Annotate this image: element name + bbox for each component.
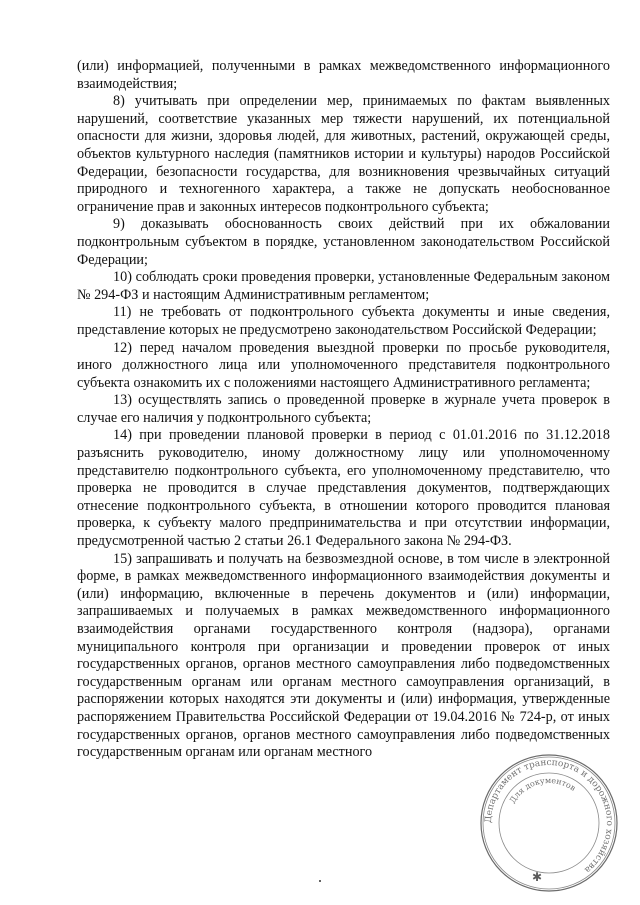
paragraph-item-9: 9) доказывать обоснованность своих действий при их обжаловании подконтрольным субъектом в порядке, установленном законодательством Российской Федерации; bbox=[77, 216, 610, 268]
paragraph-item-14: 14) при проведении плановой проверки в период с 01.01.2016 по 31.12.2018 разъяснить руководителю, иному должностному лицу или уполномоченному представителю подконтрольного субъекта, его уполномоченному представителю, что проверка не проводится в случае представления документов, подтверждающих отнесение подконтрольного субъекта, в отношении которого проводится плановая проверка, к субъекту малого предпринимательства и при отсутствии информации, предусмотренной частью 2 статьи 26.1 Федерального закона № 294-ФЗ. bbox=[77, 427, 610, 550]
paragraph-item-11: 11) не требовать от подконтрольного субъекта документы и иные сведения, представление которых не предусмотрено законодательством Российской Федерации; bbox=[77, 304, 610, 338]
paragraph-item-15: 15) запрашивать и получать на безвозмездной основе, в том числе в электронной форме, в рамках межведомственного информационного взаимодействия документы и (или) информацию, включенные в перечень документов и (или) информации, запрашиваемых и получаемых в рамках межведомственного информационного взаимодействия органами государственного контроля (надзора), органами муниципального контроля при организации и проведении проверок от иных государственных органов, органов местного самоуправления либо подведомственных государственным органам или органам местного самоуправления организаций, в распоряжении которых находятся эти документы и (или) информация, утвержденные распоряжением Правительства Российской Федерации от 19.04.2016 № 724-р, от иных государственных органов, органов местного самоуправления либо подведомственных государственным органам или органам местного bbox=[77, 550, 610, 761]
paragraph-item-13: 13) осуществлять запись о проведенной проверке в журнале учета проверок в случае его наличия у подконтрольного субъекта; bbox=[77, 392, 610, 426]
stamp-seal-icon bbox=[474, 748, 624, 898]
scan-speck bbox=[319, 880, 321, 882]
paragraph-continuation: (или) информацией, полученными в рамках межведомственного информационного взаимодействия; bbox=[77, 58, 610, 92]
paragraph-item-10: 10) соблюдать сроки проведения проверки, установленные Федеральным законом № 294-ФЗ и настоящим Административным регламентом; bbox=[77, 269, 610, 303]
stamp-inner-text: Для документов bbox=[507, 775, 578, 805]
official-stamp bbox=[474, 748, 624, 898]
paragraph-item-12: 12) перед началом проведения выездной проверки по просьбе руководителя, иного должностного лица или уполномоченного представителя подконтрольного субъекта ознакомить их с положениями настоящего Административного регламента; bbox=[77, 339, 610, 391]
stamp-outer-text: Департамент транспорта и дорожного хозяйства bbox=[483, 757, 615, 875]
paragraph-item-8: 8) учитывать при определении мер, принимаемых по фактам выявленных нарушений, соответствие указанных мер тяжести нарушений, их потенциальной опасности для жизни, здоровья людей, для животных, растений, окружающей среды, объектов культурного наследия (памятников истории и культуры) народов Российской Федерации, безопасности государства, для возникновения чрезвычайных ситуаций природного и техногенного характера, а также не допускать необоснованное ограничение прав и законных интересов подконтрольного субъекта; bbox=[77, 93, 610, 215]
svg-text:Для документов bbox=[508, 776, 578, 805]
document-body bbox=[77, 58, 610, 762]
svg-text:✱: ✱ bbox=[532, 870, 543, 884]
